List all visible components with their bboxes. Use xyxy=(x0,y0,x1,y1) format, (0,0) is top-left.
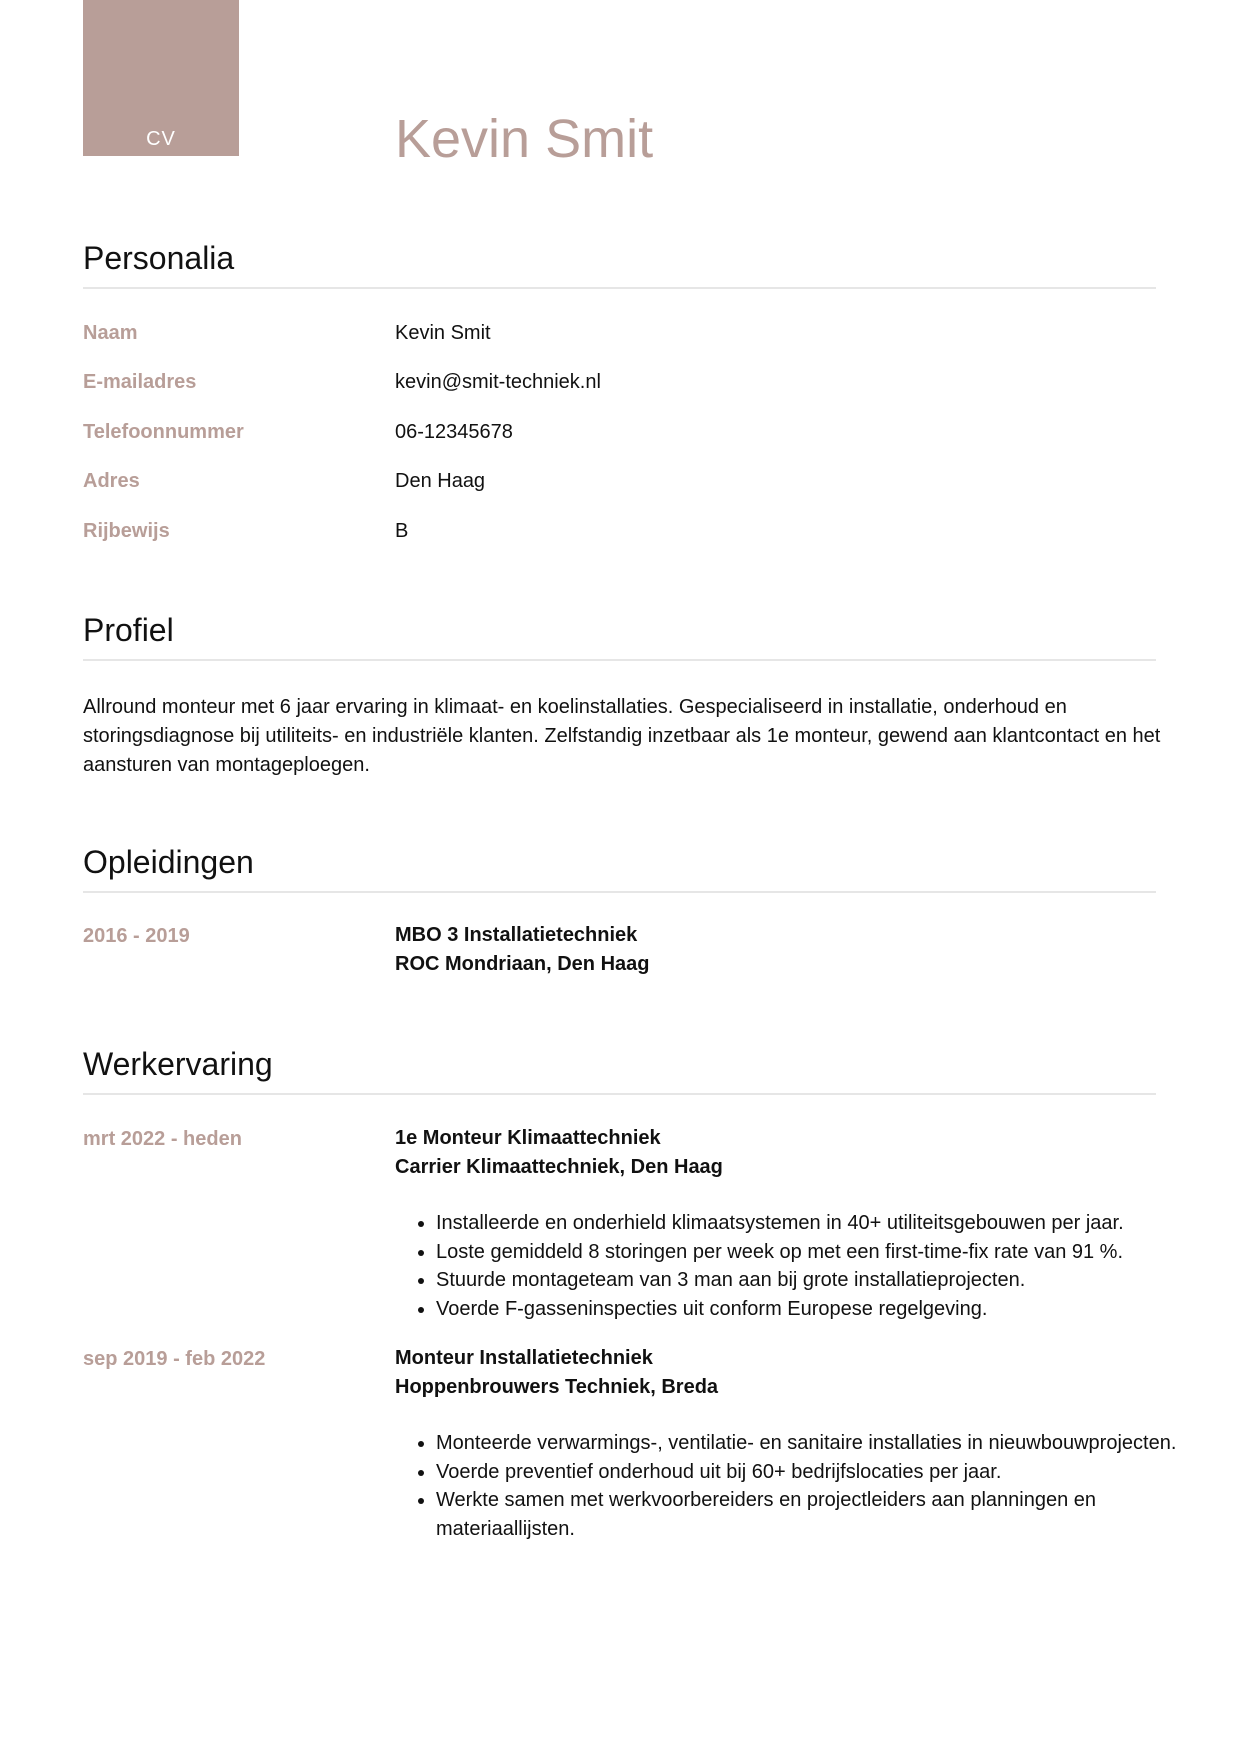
job-role: Monteur Installatietechniek xyxy=(395,1347,653,1369)
personal-value-name: Kevin Smit xyxy=(395,322,491,344)
section-divider xyxy=(83,891,1156,893)
personal-label-address: Adres xyxy=(83,470,140,492)
personal-label-name: Naam xyxy=(83,322,138,344)
personal-value-email: kevin@smit-techniek.nl xyxy=(395,371,601,393)
education-school: ROC Mondriaan, Den Haag xyxy=(395,953,650,975)
list-item: • Installeerde en onderhield klimaatsystemen in 40+ utiliteitsgebouwen per jaar. xyxy=(436,1209,1206,1238)
job-entry xyxy=(395,1124,723,1182)
list-item: • Monteerde verwarmings-, ventilatie- en sanitaire installaties in nieuwbouwprojecten. xyxy=(436,1429,1206,1458)
list-item: • Voerde preventief onderhoud uit bij 60+ bedrijfslocaties per jaar. xyxy=(436,1458,1206,1487)
list-item: • Werkte samen met werkvoorbereiders en projectleiders aan planningen en materiaallijsten. xyxy=(436,1486,1206,1543)
cv-badge-label: CV xyxy=(146,128,176,150)
job-entry xyxy=(395,1344,718,1402)
personal-label-phone: Telefoonnummer xyxy=(83,421,244,443)
personal-value-phone: 06-12345678 xyxy=(395,421,513,443)
education-entry xyxy=(395,921,649,979)
personal-value-license: B xyxy=(395,520,409,542)
profile-text: Allround monteur met 6 jaar ervaring in klimaat- en koelinstallaties. Gespecialiseerd in installatie, onderhoud en storingsdiagnose bij utiliteits- en industriële klanten. Zelfstandig inzetbaar als 1e monteur, gewend aan klantcontact en het aansturen van montageploegen. xyxy=(83,696,1161,776)
section-divider xyxy=(83,1093,1156,1095)
list-item: • Loste gemiddeld 8 storingen per week op met een first-time-fix rate van 91 %. xyxy=(436,1238,1206,1267)
list-item: • Voerde F-gasseninspecties uit conform Europese regelgeving. xyxy=(436,1295,1206,1324)
section-title-werkervaring: Werkervaring xyxy=(83,1046,273,1082)
section-title-opleidingen: Opleidingen xyxy=(83,844,254,880)
education-period: 2016 - 2019 xyxy=(83,925,190,947)
candidate-name: Kevin Smit xyxy=(395,109,654,169)
section-divider xyxy=(83,287,1156,289)
job-achievements xyxy=(395,1429,1206,1543)
section-divider xyxy=(83,659,1156,661)
job-role: 1e Monteur Klimaattechniek xyxy=(395,1127,661,1149)
section-title-profiel: Profiel xyxy=(83,612,174,648)
job-period: mrt 2022 - heden xyxy=(83,1128,242,1150)
personal-label-email: E-mailadres xyxy=(83,371,197,393)
personal-value-address: Den Haag xyxy=(395,470,486,492)
cv-badge xyxy=(83,0,239,156)
list-item: • Stuurde montageteam van 3 man aan bij grote installatieprojecten. xyxy=(436,1266,1206,1295)
job-period: sep 2019 - feb 2022 xyxy=(83,1348,266,1370)
job-achievements xyxy=(395,1209,1206,1323)
job-company: Carrier Klimaattechniek, Den Haag xyxy=(395,1156,723,1178)
job-company: Hoppenbrouwers Techniek, Breda xyxy=(395,1376,719,1398)
education-degree: MBO 3 Installatietechniek xyxy=(395,924,638,946)
personal-label-license: Rijbewijs xyxy=(83,520,170,542)
section-title-personalia: Personalia xyxy=(83,240,235,276)
